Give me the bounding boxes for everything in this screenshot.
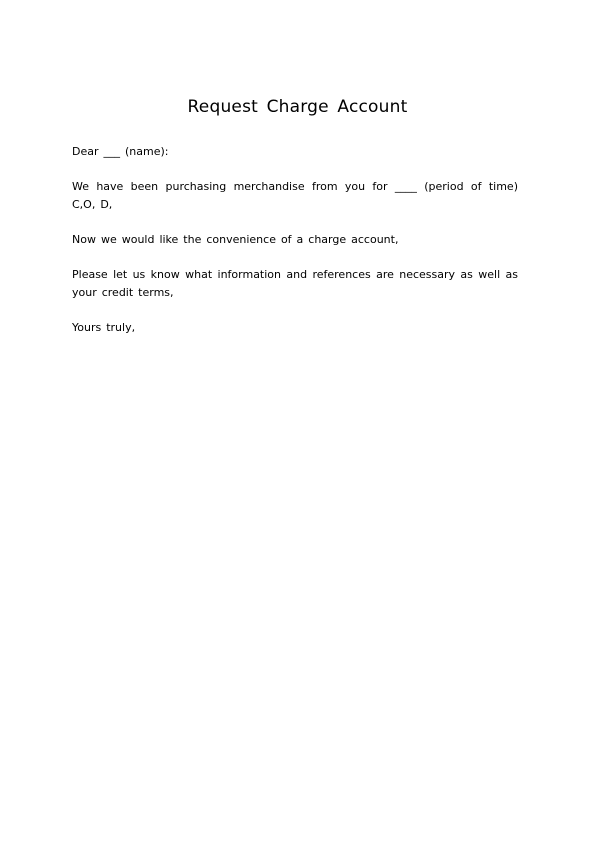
letter-closing: Yours truly, bbox=[72, 321, 136, 334]
letter-paragraph-info: Please let us know what information and references are necessary as well as your credit terms, bbox=[72, 268, 518, 299]
document-title: Request Charge Account bbox=[187, 97, 408, 117]
letter-paragraph-purchase: We have been purchasing merchandise from you for ____ (period of time) C,O, D, bbox=[72, 180, 518, 211]
letter-greeting: Dear ___ (name): bbox=[72, 145, 169, 158]
letter-paragraph-convenience: Now we would like the convenience of a charge account, bbox=[72, 233, 399, 246]
